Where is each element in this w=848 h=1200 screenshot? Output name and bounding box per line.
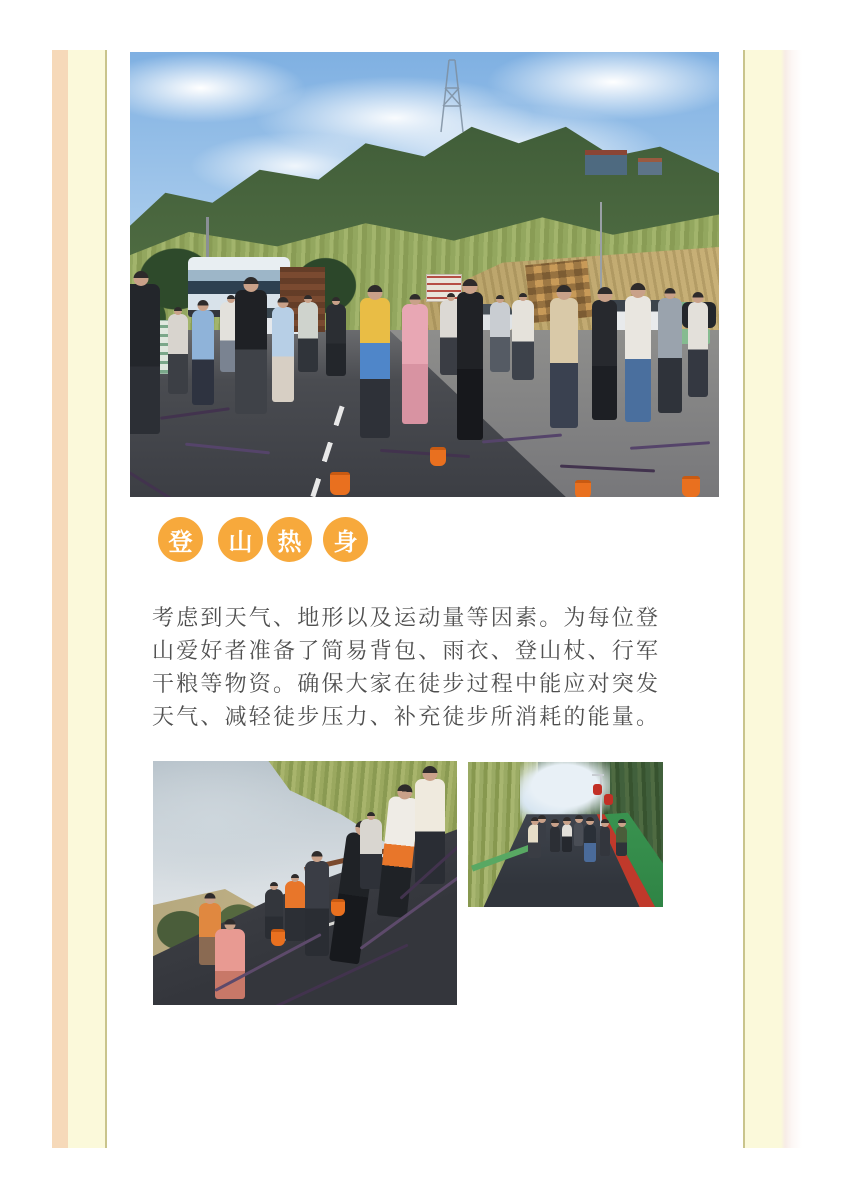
bamboo-road-photo[interactable]: [468, 762, 663, 907]
person-figure: [235, 290, 267, 414]
orange-bag: [330, 472, 350, 495]
badge-circle: [323, 517, 368, 562]
person-figure: [600, 826, 610, 856]
street-lamp: [600, 202, 602, 297]
badge-char: 热: [277, 529, 302, 556]
hillside-cabin: [585, 150, 627, 175]
paragraph-line: 考虑到天气、地形以及运动量等因素。为每位登: [152, 605, 661, 630]
power-pylon-icon: [435, 58, 469, 134]
person-figure: [130, 284, 160, 434]
person-figure: [512, 300, 534, 380]
main-warmup-photo[interactable]: [130, 52, 719, 497]
orange-bag: [331, 899, 345, 916]
orange-bag: [430, 447, 446, 466]
person-figure: [298, 302, 318, 372]
person-figure: [688, 302, 708, 397]
badge-char: 身: [333, 529, 358, 556]
person-figure: [574, 822, 583, 846]
person-figure: [285, 881, 305, 941]
section-title-badge: [158, 517, 418, 562]
body-paragraph: [152, 601, 668, 733]
person-figure: [658, 298, 682, 413]
person-figure: [326, 304, 346, 376]
badge-char: 山: [228, 529, 253, 556]
lamp-arm: [592, 774, 604, 776]
person-figure: [272, 307, 294, 402]
red-lantern: [604, 794, 613, 805]
right-decor-stripe: [743, 50, 802, 1148]
red-lantern: [593, 784, 602, 795]
paragraph-line: 天气、减轻徒步压力、补充徒步所消耗的能量。: [152, 704, 661, 729]
orange-bag: [575, 480, 591, 497]
person-figure: [592, 300, 617, 420]
badge-circle: [218, 517, 263, 562]
person-figure: [360, 298, 390, 438]
person-figure: [490, 302, 510, 372]
lamp-post: [600, 774, 602, 826]
person-figure: [625, 296, 651, 422]
person-figure: [550, 298, 578, 428]
person-figure: [584, 824, 596, 862]
person-figure: [192, 310, 214, 405]
person-figure: [457, 292, 483, 440]
paragraph-line: 山爱好者准备了简易背包、雨衣、登山杖、行军: [152, 638, 661, 663]
trail-stretching-photo[interactable]: [153, 761, 457, 1005]
person-figure: [402, 304, 428, 424]
person-figure: [562, 824, 572, 852]
hillside-cabin: [638, 158, 662, 175]
left-decor-stripe: [52, 50, 107, 1148]
badge-circle: [158, 517, 203, 562]
person-figure: [360, 819, 382, 889]
person-figure: [616, 826, 627, 856]
person-figure: [550, 826, 560, 852]
orange-bag: [271, 929, 285, 946]
orange-bag: [682, 476, 700, 497]
badge-circle: [267, 517, 312, 562]
person-figure: [538, 822, 546, 844]
paragraph-line: 干粮等物资。确保大家在徒步过程中能应对突发: [152, 671, 661, 696]
person-figure: [168, 314, 188, 394]
badge-char: 登: [168, 529, 193, 556]
